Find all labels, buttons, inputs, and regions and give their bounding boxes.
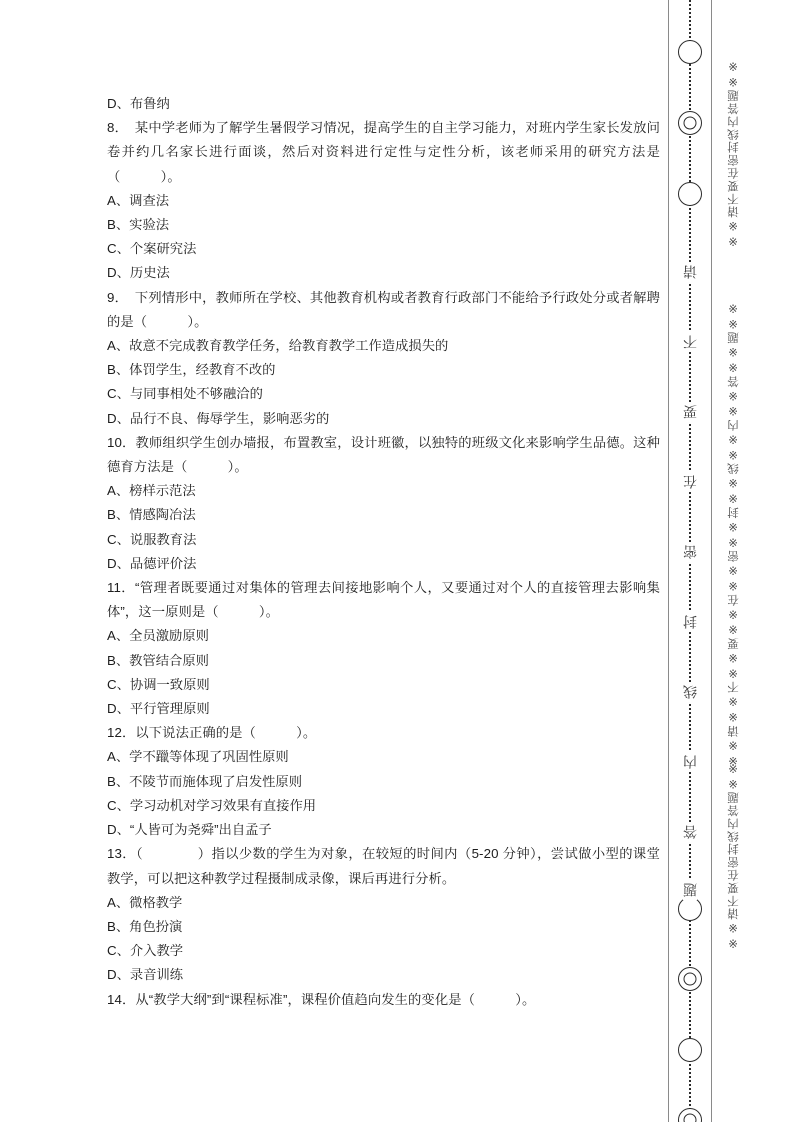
- answer-option: D、录音训练: [107, 967, 184, 983]
- seal-marker-circle-icon: [678, 182, 702, 206]
- answer-option: B、教管结合原则: [107, 652, 209, 668]
- answer-option: D、“人皆可为尧舜”出自孟子: [107, 822, 272, 838]
- seal-notice-1: ※※请不要在密封线内答题※※: [728, 58, 740, 249]
- answer-option: A、微格教学: [107, 894, 183, 910]
- seal-line-character: 线: [683, 682, 697, 702]
- answer-option: C、协调一致原则: [107, 676, 210, 692]
- answer-option: D、布鲁纳: [107, 96, 170, 111]
- seal-line-character: 内: [683, 752, 697, 772]
- seal-notice-3: ※※请不要在密封线内答题※※: [728, 760, 740, 951]
- seal-line-character: 封: [683, 612, 697, 632]
- answer-option: D、历史法: [107, 265, 170, 281]
- seal-line-character: 在: [683, 472, 697, 492]
- seal-line-character: 不: [683, 332, 697, 352]
- seal-marker-double-circle-icon: [678, 111, 702, 135]
- seal-marker-double-circle-icon: [678, 1108, 702, 1122]
- seal-line-character: 请: [683, 262, 697, 282]
- answer-option: C、介入教学: [107, 943, 184, 959]
- seal-marker-circle-icon: [678, 40, 702, 64]
- question-text: 13．（ ）指以少数的学生为对象，在较短的时间内（5-20 分钟），尝试做小型的课堂教学，可以把这种教学过程摄制成录像，课后再进行分析。: [107, 846, 660, 886]
- question-text: 11．“管理者既要通过对集体的管理去间接地影响个人，又要通过对个人的直接管理去影响集体”，这一原则是（ ）。: [107, 580, 660, 620]
- seal-line-character: 答: [683, 822, 697, 842]
- answer-option: C、与同事相处不够融洽的: [107, 386, 263, 402]
- seal-notice-2: ※※请※※不※※要※※在※※密※※封※※线※※内※※答※※题※※: [728, 300, 740, 768]
- answer-option: B、角色扮演: [107, 918, 183, 934]
- answer-option: A、全员激励原则: [107, 628, 209, 644]
- answer-option: C、个案研究法: [107, 241, 197, 257]
- question-text: 14．从“教学大纲”到“课程标准”，课程价值趋向发生的变化是（ ）。: [107, 991, 536, 1007]
- seal-line-character: 密: [683, 542, 697, 562]
- answer-option: B、不陵节而施体现了启发性原则: [107, 773, 303, 789]
- answer-option: D、平行管理原则: [107, 701, 210, 717]
- answer-option: D、品德评价法: [107, 555, 197, 571]
- answer-option: A、榜样示范法: [107, 483, 196, 499]
- answer-option: C、说服教育法: [107, 531, 197, 547]
- seal-marker-double-circle-icon: [678, 967, 702, 991]
- question-text: 9． 下列情形中，教师所在学校、其他教育机构或者教育行政部门不能给予行政处分或者解聘的是（ ）。: [107, 289, 660, 329]
- answer-option: B、情感陶冶法: [107, 507, 196, 523]
- seal-line-character: 要: [683, 402, 697, 422]
- seal-line-strip: [668, 0, 711, 1122]
- question-text: 12．以下说法正确的是（ ）。: [107, 725, 317, 741]
- answer-option: D、品行不良、侮辱学生，影响恶劣的: [107, 410, 330, 426]
- answer-option: B、实验法: [107, 217, 170, 233]
- seal-line-rule-right: [711, 0, 712, 1122]
- answer-option: A、学不躐等体现了巩固性原则: [107, 749, 289, 765]
- seal-marker-circle-icon: [678, 897, 702, 921]
- question-text: 10．教师组织学生创办墙报，布置教室，设计班徽，以独特的班级文化来影响学生品德。这种德育方法是（ ）。: [107, 434, 660, 475]
- answer-option: A、故意不完成教育教学任务，给教育教学工作造成损失的: [107, 338, 449, 354]
- answer-option: A、调查法: [107, 192, 170, 208]
- question-content-column: [107, 92, 660, 1012]
- answer-option: C、学习动机对学习效果有直接作用: [107, 797, 317, 813]
- seal-line-character: 题: [683, 880, 697, 900]
- seal-marker-circle-icon: [678, 1038, 702, 1062]
- answer-option: B、体罚学生，经教育不改的: [107, 362, 276, 378]
- question-text: 8． 某中学老师为了解学生暑假学习情况，提高学生的自主学习能力，对班内学生家长发放问卷并约几名家长进行面谈，然后对资料进行定性与定性分析，该老师采用的研究方法是（ ）。: [107, 120, 660, 184]
